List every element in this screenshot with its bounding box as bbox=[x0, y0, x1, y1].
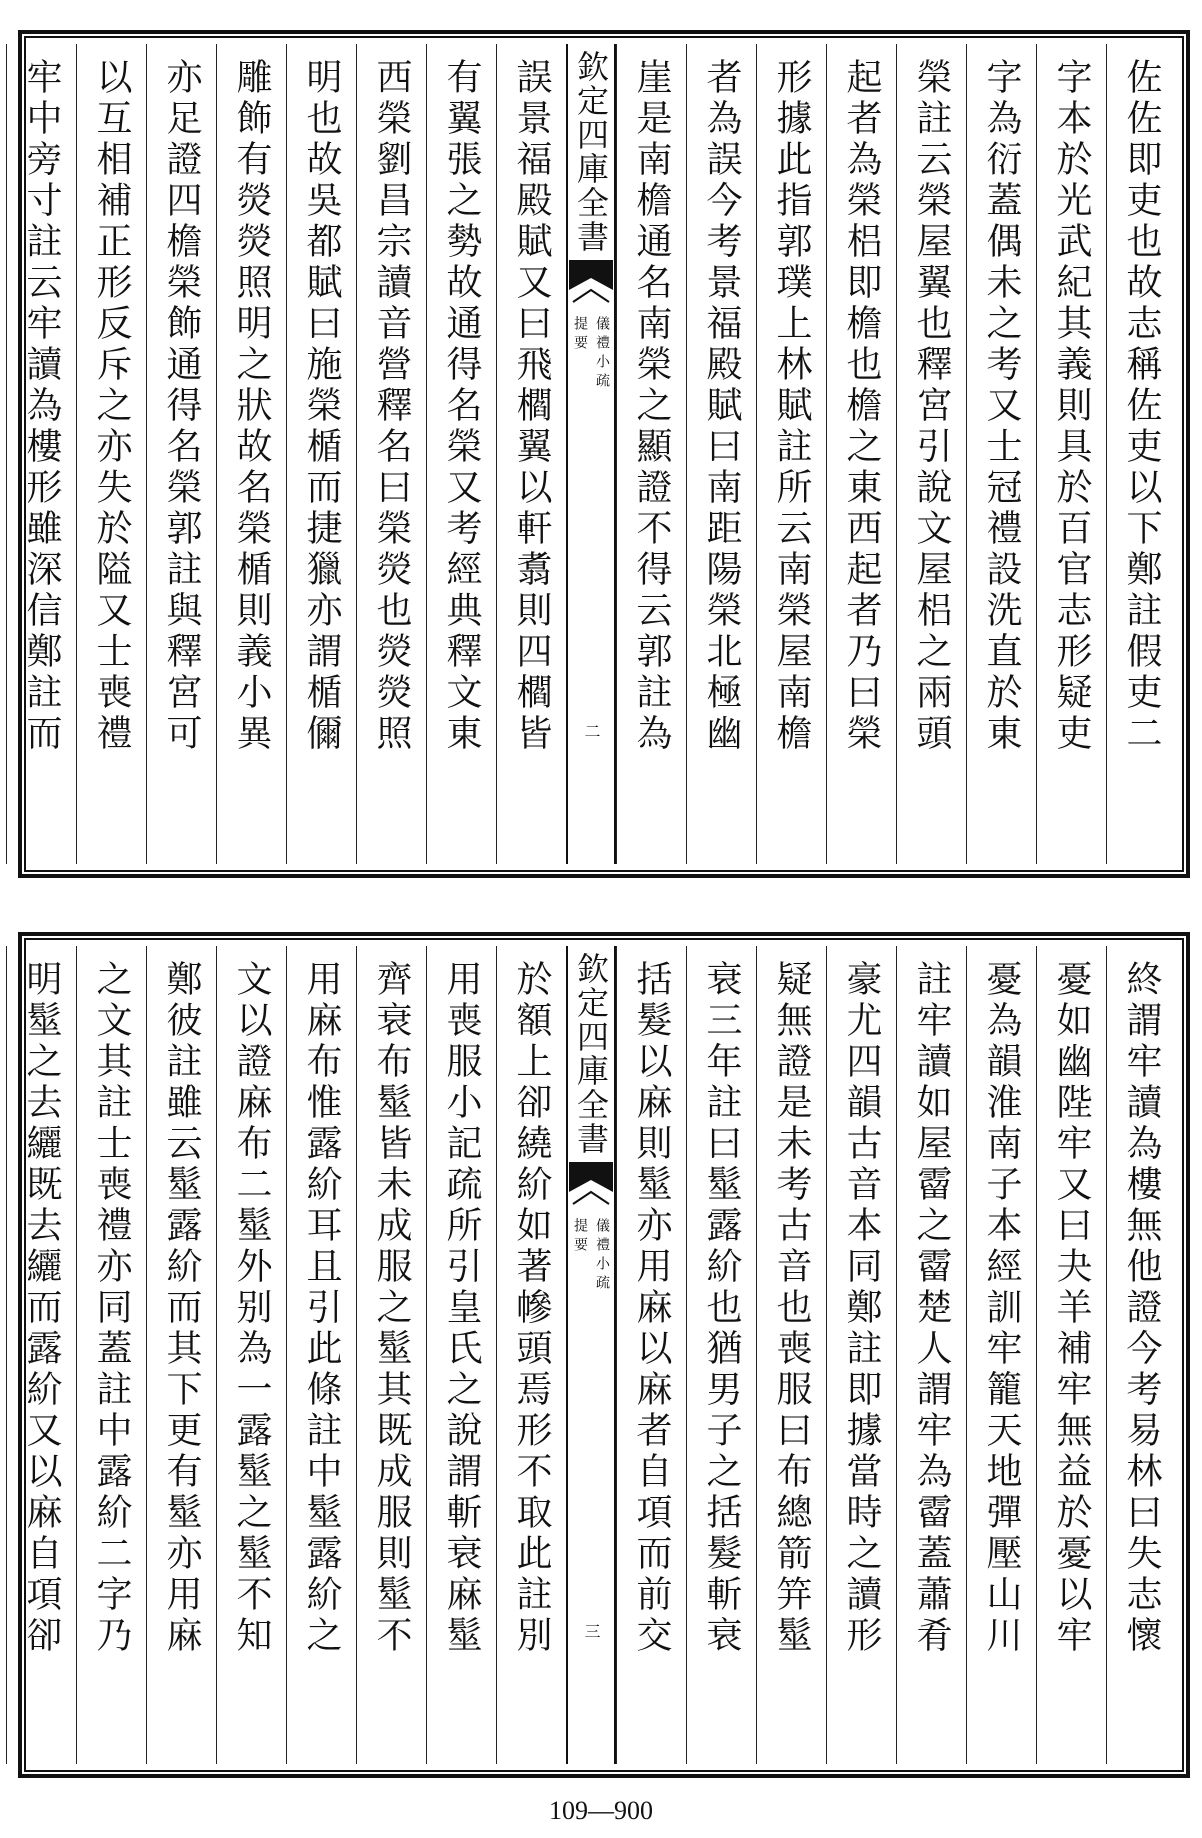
text-column: 終謂牢讀為樓無他證今考易林曰失志懷 bbox=[1106, 946, 1176, 1764]
text-column: 字為衍蓋偶未之考又士冠禮設洗直於東 bbox=[966, 44, 1036, 864]
text-column: 之文其註士喪禮亦同蓋註中露紒二字乃 bbox=[76, 946, 146, 1764]
text-column: 起者為榮梠即檐也檐之東西起者乃曰榮 bbox=[826, 44, 896, 864]
page-top bbox=[18, 30, 1190, 878]
folio-number: 三 bbox=[582, 1623, 601, 1644]
banner-title: 欽定四庫全書 bbox=[572, 50, 610, 254]
text-column: 豪尤四韻古音本同鄭註即據當時之讀形 bbox=[826, 946, 896, 1764]
text-column: 榮註云榮屋翼也釋宮引說文屋梠之兩頭 bbox=[896, 44, 966, 864]
book-title: 儀禮小疏 bbox=[594, 316, 610, 392]
text-column: 字本於光武紀其義則具於百官志形疑吏 bbox=[1036, 44, 1106, 864]
center-fold bbox=[566, 946, 616, 1764]
text-column: 文以證麻布二髽外别為一露髽之髽不知 bbox=[216, 946, 286, 1764]
fish-tail-icon bbox=[569, 1162, 613, 1208]
text-column: 疑無證是未考古音也喪服曰布總箭笄髽 bbox=[756, 946, 826, 1764]
text-column: 用喪服小記疏所引皇氏之說謂斬衰麻髽 bbox=[426, 946, 496, 1764]
text-column: 明髽之去纚既去纚而露紒又以麻自項卻 bbox=[6, 946, 76, 1764]
text-column: 鄭彼註雖云髽露紒而其下更有髽亦用麻 bbox=[146, 946, 216, 1764]
text-column: 者為誤今考景福殿賦曰南距陽榮北極幽 bbox=[686, 44, 756, 864]
text-column: 牢中旁寸註云牢讀為樓形雖深信鄭註而 bbox=[6, 44, 76, 864]
text-column: 佐佐即吏也故志稱佐吏以下鄭註假吏二 bbox=[1106, 44, 1176, 864]
text-column: 括髮以麻則髽亦用麻以麻者自項而前交 bbox=[616, 946, 686, 1764]
text-column: 西榮劉昌宗讀音營釋名曰榮熒也熒熒照 bbox=[356, 44, 426, 864]
section-label: 提要 bbox=[572, 316, 588, 354]
center-fold bbox=[566, 44, 616, 864]
text-column: 形據此指郭璞上林賦註所云南榮屋南檐 bbox=[756, 44, 826, 864]
section-label: 提要 bbox=[572, 1218, 588, 1256]
text-column: 齊衰布髽皆未成服之髽其既成服則髽不 bbox=[356, 946, 426, 1764]
text-column: 於額上卻繞紒如著幓頭焉形不取此註別 bbox=[496, 946, 566, 1764]
text-column: 有翼張之勢故通得名榮又考經典釋文東 bbox=[426, 44, 496, 864]
text-column: 衰三年註曰髽露紒也猶男子之括髮斬衰 bbox=[686, 946, 756, 1764]
text-column: 以互相補正形反斥之亦失於隘又士喪禮 bbox=[76, 44, 146, 864]
folio-number: 二 bbox=[582, 723, 601, 744]
page-bottom bbox=[18, 932, 1190, 1778]
text-column: 雕飾有熒熒照明之狀故名榮楯則義小異 bbox=[216, 44, 286, 864]
text-column: 用麻布惟露紒耳且引此條註中髽露紒之 bbox=[286, 946, 356, 1764]
text-column: 崖是南檐通名南榮之顯證不得云郭註為 bbox=[616, 44, 686, 864]
text-column: 憂如幽陛牢又曰夬羊補牢無益於憂以牢 bbox=[1036, 946, 1106, 1764]
text-column: 誤景福殿賦又曰飛櫩翼以軒翥則四櫩皆 bbox=[496, 44, 566, 864]
page-reference: 109—900 bbox=[549, 1796, 653, 1825]
book-title: 儀禮小疏 bbox=[594, 1218, 610, 1294]
fish-tail-icon bbox=[569, 260, 613, 306]
text-column: 憂為韻淮南子本經訓牢籠天地彈壓山川 bbox=[966, 946, 1036, 1764]
text-column: 註牢讀如屋霤之霤楚人謂牢為霤蓋蕭肴 bbox=[896, 946, 966, 1764]
text-column: 明也故吳都賦曰施榮楯而捷獵亦謂楯儞 bbox=[286, 44, 356, 864]
banner-title: 欽定四庫全書 bbox=[572, 952, 610, 1156]
text-column: 亦足證四檐榮飾通得名榮郭註與釋宮可 bbox=[146, 44, 216, 864]
